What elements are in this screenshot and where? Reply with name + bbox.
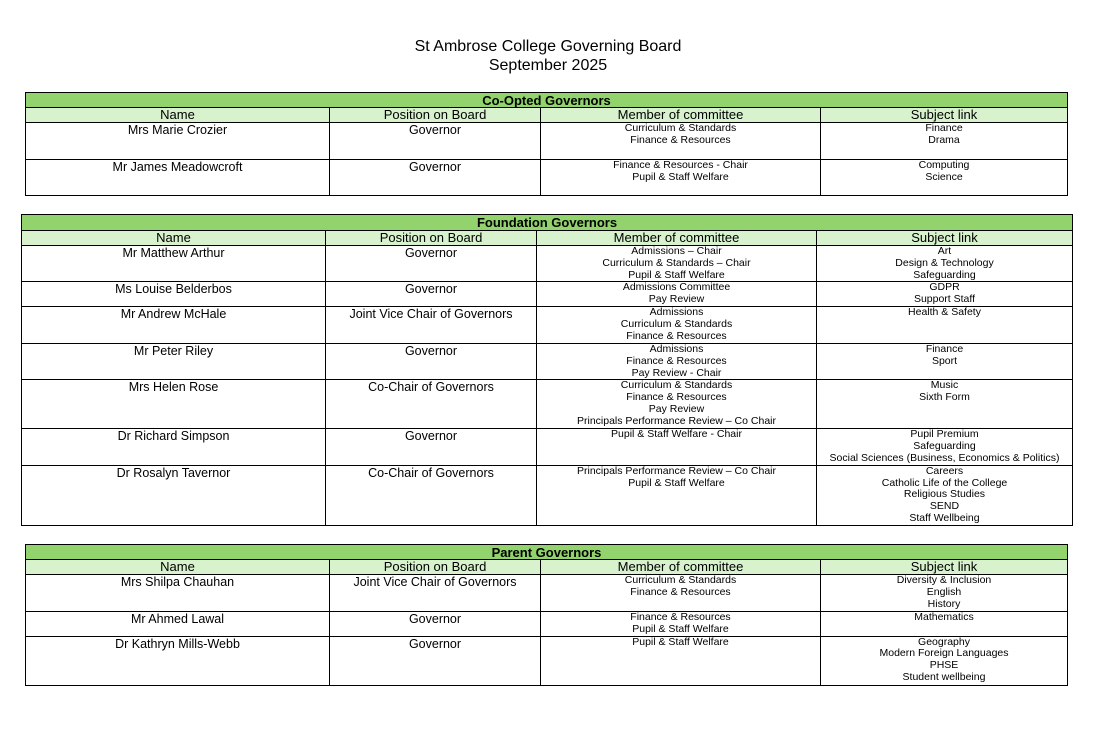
governor-row — [22, 380, 1073, 429]
board-position: Governor — [326, 282, 537, 307]
committee-item: Principals Performance Review – Co Chair — [577, 465, 776, 477]
governor-row — [22, 246, 1073, 282]
committee-item: Curriculum & Standards — [624, 122, 737, 134]
subject-item: Art — [937, 245, 952, 257]
subject-list — [817, 246, 1073, 282]
board-position: Governor — [330, 636, 541, 685]
committee-list — [537, 380, 817, 429]
governor-row — [26, 160, 1068, 196]
governor-row — [22, 306, 1073, 343]
document-title — [0, 37, 1096, 75]
subject-item: Catholic Life of the College — [881, 476, 1008, 489]
subject-item: Music — [930, 379, 959, 392]
subject-item: Science — [925, 170, 963, 183]
column-header-row — [26, 108, 1068, 123]
subject-item: Geography — [918, 636, 970, 648]
committee-item: Curriculum & Standards — [620, 317, 733, 330]
committee-item: Admissions – Chair — [631, 245, 722, 257]
committee-item: Pay Review — [648, 402, 705, 415]
committee-item: Pupil & Staff Welfare — [628, 268, 725, 281]
committee-item: Admissions Committee — [622, 281, 731, 294]
governor-name: Mr Ahmed Lawal — [26, 612, 330, 637]
governor-name: Mr Matthew Arthur — [22, 246, 326, 282]
committee-column-header: Member of committee — [541, 108, 821, 123]
name-column-header: Name — [22, 231, 326, 246]
board-position: Joint Vice Chair of Governors — [330, 575, 541, 612]
subject-item: Safeguarding — [913, 440, 976, 453]
committee-column-header: Member of committee — [541, 560, 821, 575]
subject-item: Support Staff — [913, 293, 976, 306]
committee-item: Pupil & Staff Welfare — [632, 636, 729, 648]
position-column-header: Position on Board — [330, 560, 541, 575]
subject-item: Pupil Premium — [910, 428, 979, 441]
governor-row — [26, 612, 1068, 637]
section-title: Parent Governors — [26, 545, 1068, 560]
governor-name: Mrs Helen Rose — [22, 380, 326, 429]
committee-item: Curriculum & Standards – Chair — [602, 256, 751, 269]
date-subtitle: September 2025 — [488, 57, 608, 74]
section-title-row — [22, 215, 1073, 231]
committee-item: Pupil & Staff Welfare — [628, 476, 725, 489]
committee-list — [537, 465, 817, 525]
subject-item: Careers — [925, 465, 964, 477]
subject-item: Finance — [925, 122, 963, 134]
governor-name: Mr Peter Riley — [22, 343, 326, 379]
governor-name: Dr Rosalyn Tavernor — [22, 465, 326, 525]
subject-item: Sixth Form — [919, 391, 970, 404]
subject-list — [821, 160, 1068, 196]
governor-name: Mrs Shilpa Chauhan — [26, 575, 330, 612]
board-position: Governor — [326, 429, 537, 465]
committee-item: Curriculum & Standards — [620, 379, 733, 392]
board-position: Governor — [330, 123, 541, 160]
subject-item: Student wellbeing — [902, 670, 986, 683]
column-header-row — [22, 231, 1073, 246]
subject-list — [817, 282, 1073, 307]
position-column-header: Position on Board — [330, 108, 541, 123]
subject-list — [821, 575, 1068, 612]
subject-list — [817, 429, 1073, 465]
committee-item: Pupil & Staff Welfare — [632, 170, 729, 183]
parent-governors-table — [25, 544, 1068, 686]
committee-item: Pupil & Staff Welfare — [632, 622, 729, 635]
committee-item: Finance & Resources — [630, 133, 731, 146]
committee-item: Finance & Resources — [626, 391, 727, 404]
committee-item: Pay Review — [648, 293, 705, 306]
committee-list — [541, 123, 821, 160]
subject-item: PHSE — [929, 659, 959, 672]
committee-list — [537, 306, 817, 343]
board-position: Governor — [326, 343, 537, 379]
governor-row — [22, 429, 1073, 465]
section-title: Co-Opted Governors — [26, 93, 1068, 108]
committee-item: Finance & Resources — [626, 329, 727, 342]
subject-list — [817, 465, 1073, 525]
governor-name: Mr Andrew McHale — [22, 306, 326, 343]
governor-row — [22, 465, 1073, 525]
board-position: Governor — [330, 612, 541, 637]
section-title: Foundation Governors — [22, 215, 1073, 231]
subject-item: GDPR — [929, 281, 960, 294]
governor-name: Dr Kathryn Mills-Webb — [26, 636, 330, 685]
committee-list — [537, 282, 817, 307]
name-column-header: Name — [26, 560, 330, 575]
subject-list — [821, 612, 1068, 637]
committee-item: Finance & Resources - Chair — [613, 159, 748, 171]
foundation-governors-table — [21, 214, 1073, 526]
subject-column-header: Subject link — [821, 560, 1068, 575]
governor-row — [22, 282, 1073, 307]
committee-list — [537, 343, 817, 379]
name-column-header: Name — [26, 108, 330, 123]
section-title-row — [26, 93, 1068, 108]
subject-item: History — [927, 597, 961, 610]
subject-item: Mathematics — [914, 611, 974, 623]
board-position: Joint Vice Chair of Governors — [326, 306, 537, 343]
subject-list — [817, 306, 1073, 343]
board-position: Co-Chair of Governors — [326, 465, 537, 525]
committee-item: Finance & Resources — [626, 354, 727, 367]
committee-item: Admissions — [649, 343, 704, 355]
subject-item: Religious Studies — [903, 488, 986, 501]
committee-item: Admissions — [649, 306, 704, 318]
governor-row — [26, 636, 1068, 685]
subject-item: Computing — [918, 159, 970, 171]
committee-list — [537, 429, 817, 465]
subject-list — [821, 123, 1068, 160]
position-column-header: Position on Board — [326, 231, 537, 246]
board-title: St Ambrose College Governing Board — [414, 38, 682, 55]
subject-item: Safeguarding — [913, 268, 976, 281]
subject-item: Finance — [925, 343, 964, 355]
committee-column-header: Member of committee — [537, 231, 817, 246]
governor-name: Mr James Meadowcroft — [26, 160, 330, 196]
governor-row — [26, 575, 1068, 612]
subject-list — [817, 380, 1073, 429]
subject-list — [821, 636, 1068, 685]
subject-list — [817, 343, 1073, 379]
committee-item: Principals Performance Review – Co Chair — [577, 414, 776, 427]
subject-item: Modern Foreign Languages — [879, 647, 1009, 660]
governor-row — [26, 123, 1068, 160]
subject-item: English — [926, 585, 962, 598]
section-title-row — [26, 545, 1068, 560]
governor-row — [22, 343, 1073, 379]
subject-item: Design & Technology — [895, 256, 994, 269]
subject-item: SEND — [929, 500, 960, 513]
subject-item: Health & Safety — [908, 306, 981, 318]
subject-item: Diversity & Inclusion — [896, 574, 992, 586]
subject-item: Social Sciences (Business, Economics & Politics) — [829, 451, 1060, 464]
committee-list — [541, 575, 821, 612]
committee-item: Finance & Resources — [630, 611, 731, 623]
committee-list — [541, 160, 821, 196]
governor-name: Dr Richard Simpson — [22, 429, 326, 465]
committee-list — [537, 246, 817, 282]
subject-item: Staff Wellbeing — [909, 511, 980, 524]
committee-list — [541, 636, 821, 685]
governor-name: Mrs Marie Crozier — [26, 123, 330, 160]
committee-item: Finance & Resources — [630, 585, 731, 598]
subject-column-header: Subject link — [821, 108, 1068, 123]
board-position: Governor — [330, 160, 541, 196]
governor-name: Ms Louise Belderbos — [22, 282, 326, 307]
subject-item: Sport — [931, 354, 958, 367]
column-header-row — [26, 560, 1068, 575]
committee-item: Pay Review - Chair — [631, 366, 722, 379]
subject-item: Drama — [928, 133, 960, 146]
board-position: Governor — [326, 246, 537, 282]
board-position: Co-Chair of Governors — [326, 380, 537, 429]
co-opted-governors-table — [25, 92, 1068, 196]
committee-list — [541, 612, 821, 637]
committee-item: Pupil & Staff Welfare - Chair — [611, 428, 742, 441]
committee-item: Curriculum & Standards — [624, 574, 737, 586]
subject-column-header: Subject link — [817, 231, 1073, 246]
